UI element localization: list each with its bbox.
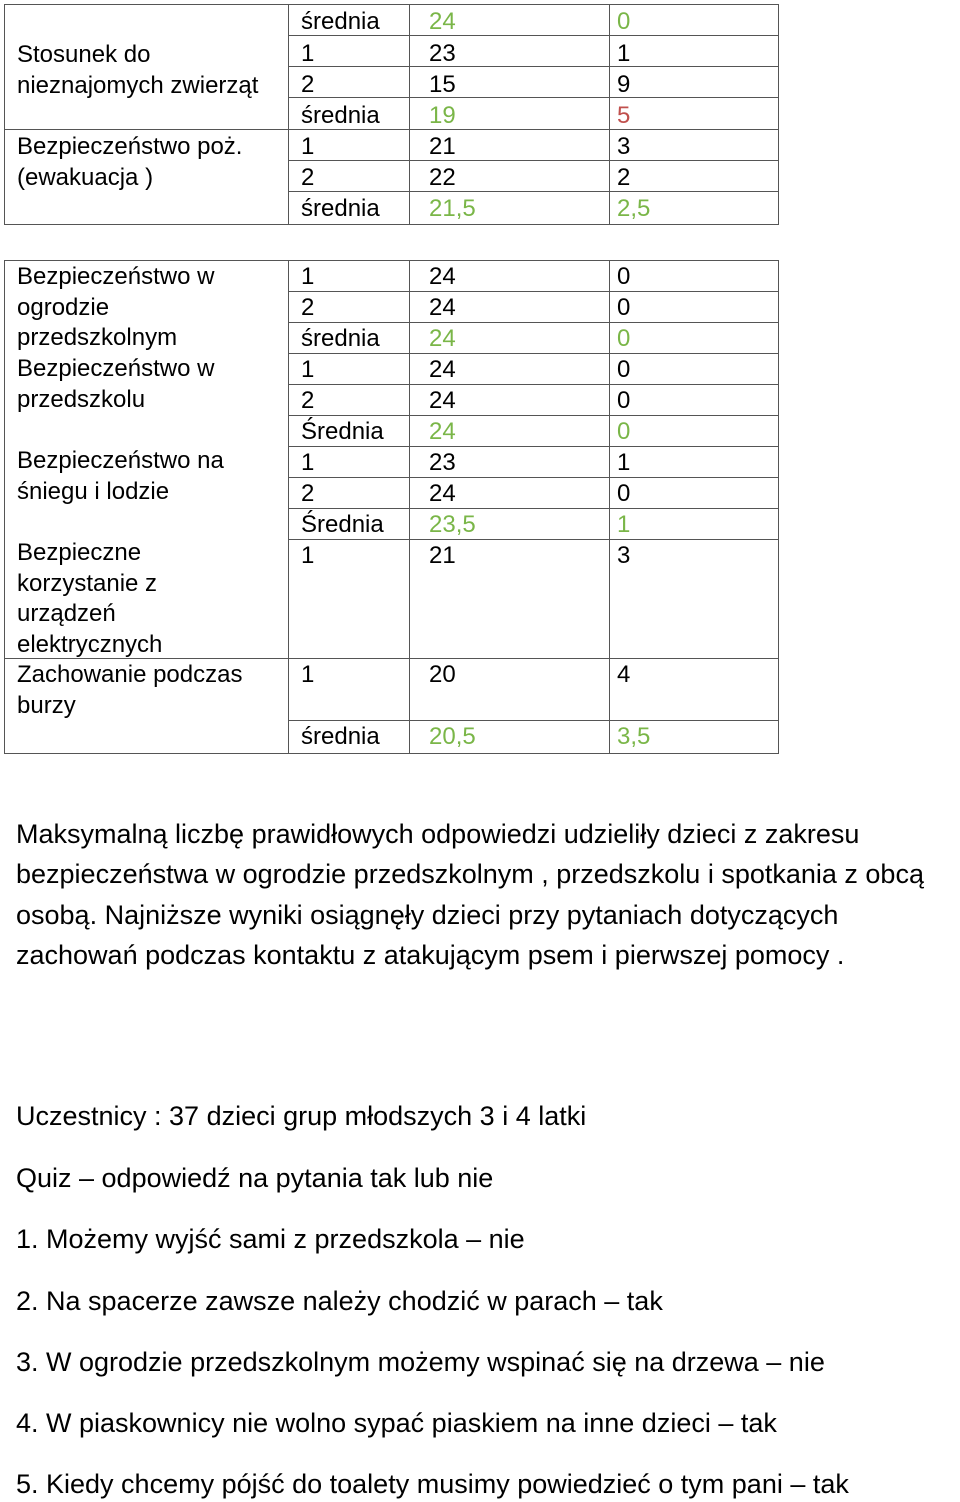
column-divider <box>409 261 410 753</box>
row-divider <box>288 720 778 721</box>
category-label: Bezpieczeństwo w ogrodzie przedszkolnym <box>17 263 215 351</box>
score-correct: 24 <box>429 294 456 321</box>
row-label: 1 <box>301 449 315 476</box>
row-label: 1 <box>301 133 315 160</box>
category-label: Bezpieczeństwo poż. (ewakuacja ) <box>17 133 243 191</box>
row-label: średnia <box>301 723 380 750</box>
score-correct: 24 <box>429 480 456 507</box>
score-correct: 24 <box>429 325 456 352</box>
row-label: Średnia <box>301 418 384 445</box>
score-correct: 21 <box>429 542 456 569</box>
score-wrong: 3 <box>617 133 631 160</box>
quiz-question: 4. W piaskownicy nie wolno sypać piaskiem na inne dzieci – tak <box>16 1408 777 1438</box>
score-wrong: 3,5 <box>617 723 651 750</box>
row-divider <box>5 129 778 130</box>
score-wrong: 0 <box>617 356 631 383</box>
row-label: średnia <box>301 325 380 352</box>
category-label: Bezpieczne korzystanie z urządzeń elektrycznych <box>17 539 163 658</box>
score-correct: 21 <box>429 133 456 160</box>
row-divider <box>288 415 778 416</box>
score-wrong: 2 <box>617 164 631 191</box>
score-correct: 24 <box>429 356 456 383</box>
results-table-1 <box>4 4 779 225</box>
row-divider <box>288 508 778 509</box>
category-label: Zachowanie podczas burzy <box>17 661 243 719</box>
score-correct: 22 <box>429 164 456 191</box>
score-correct: 24 <box>429 418 456 445</box>
score-wrong: 1 <box>617 511 631 538</box>
row-label: 2 <box>301 164 315 191</box>
score-correct: 24 <box>429 263 456 290</box>
row-divider <box>288 384 778 385</box>
results-table-2 <box>4 260 779 754</box>
row-label: 1 <box>301 263 315 290</box>
row-label: średnia <box>301 195 380 222</box>
score-wrong: 1 <box>617 40 631 67</box>
score-wrong: 0 <box>617 418 631 445</box>
score-wrong: 2,5 <box>617 195 651 222</box>
score-wrong: 0 <box>617 325 631 352</box>
score-correct: 20 <box>429 661 456 688</box>
row-divider <box>288 191 778 192</box>
row-label: 2 <box>301 387 315 414</box>
column-divider <box>288 261 289 753</box>
row-label: 1 <box>301 661 315 688</box>
quiz-title: Quiz – odpowiedź na pytania tak lub nie <box>16 1163 494 1193</box>
row-divider <box>288 97 778 98</box>
row-label: 2 <box>301 294 315 321</box>
score-correct: 23 <box>429 40 456 67</box>
score-wrong: 4 <box>617 661 631 688</box>
row-label: średnia <box>301 102 380 129</box>
row-label: 2 <box>301 480 315 507</box>
score-wrong: 0 <box>617 8 631 35</box>
row-label: 1 <box>301 356 315 383</box>
row-label: 1 <box>301 542 315 569</box>
summary-paragraph: Maksymalną liczbę prawidłowych odpowiedzi udzieliły dzieci z zakresu bezpieczeństwa w ogrodzie przedszkolnym , przedszkolu i spotkania z obcą osobą. Najniższe wyniki osiągnęły dzieci przy pytaniach dotyczących zachowań podczas kontaktu z atakującym psem i pierwszej pomocy . <box>16 819 924 970</box>
score-correct: 23,5 <box>429 511 476 538</box>
score-correct: 20,5 <box>429 723 476 750</box>
score-wrong: 3 <box>617 542 631 569</box>
row-label: 2 <box>301 71 315 98</box>
score-wrong: 5 <box>617 102 631 129</box>
score-correct: 24 <box>429 8 456 35</box>
score-correct: 23 <box>429 449 456 476</box>
quiz-question: 3. W ogrodzie przedszkolnym możemy wspinać się na drzewa – nie <box>16 1347 825 1377</box>
score-wrong: 0 <box>617 294 631 321</box>
score-wrong: 0 <box>617 387 631 414</box>
column-divider <box>609 261 610 753</box>
score-correct: 19 <box>429 102 456 129</box>
score-wrong: 0 <box>617 263 631 290</box>
score-wrong: 0 <box>617 480 631 507</box>
row-divider <box>288 477 778 478</box>
score-correct: 15 <box>429 71 456 98</box>
score-correct: 24 <box>429 387 456 414</box>
participants-line: Uczestnicy : 37 dzieci grup młodszych 3 i 4 latki <box>16 1101 587 1131</box>
category-label: Stosunek do nieznajomych zwierząt <box>17 41 259 99</box>
category-label: Bezpieczeństwo w przedszkolu <box>17 355 215 413</box>
category-label: Bezpieczeństwo na śniegu i lodzie <box>17 447 224 505</box>
row-label: Średnia <box>301 511 384 538</box>
score-correct: 21,5 <box>429 195 476 222</box>
score-wrong: 9 <box>617 71 631 98</box>
quiz-question: 1. Możemy wyjść sami z przedszkola – nie <box>16 1224 525 1254</box>
score-wrong: 1 <box>617 449 631 476</box>
row-divider <box>288 160 778 161</box>
row-label: 1 <box>301 40 315 67</box>
row-divider <box>288 322 778 323</box>
quiz-question: 2. Na spacerze zawsze należy chodzić w parach – tak <box>16 1286 663 1316</box>
row-divider <box>288 291 778 292</box>
row-divider <box>288 66 778 67</box>
quiz-question: 5. Kiedy chcemy pójść do toalety musimy powiedzieć o tym pani – tak <box>16 1469 849 1499</box>
row-label: średnia <box>301 8 380 35</box>
